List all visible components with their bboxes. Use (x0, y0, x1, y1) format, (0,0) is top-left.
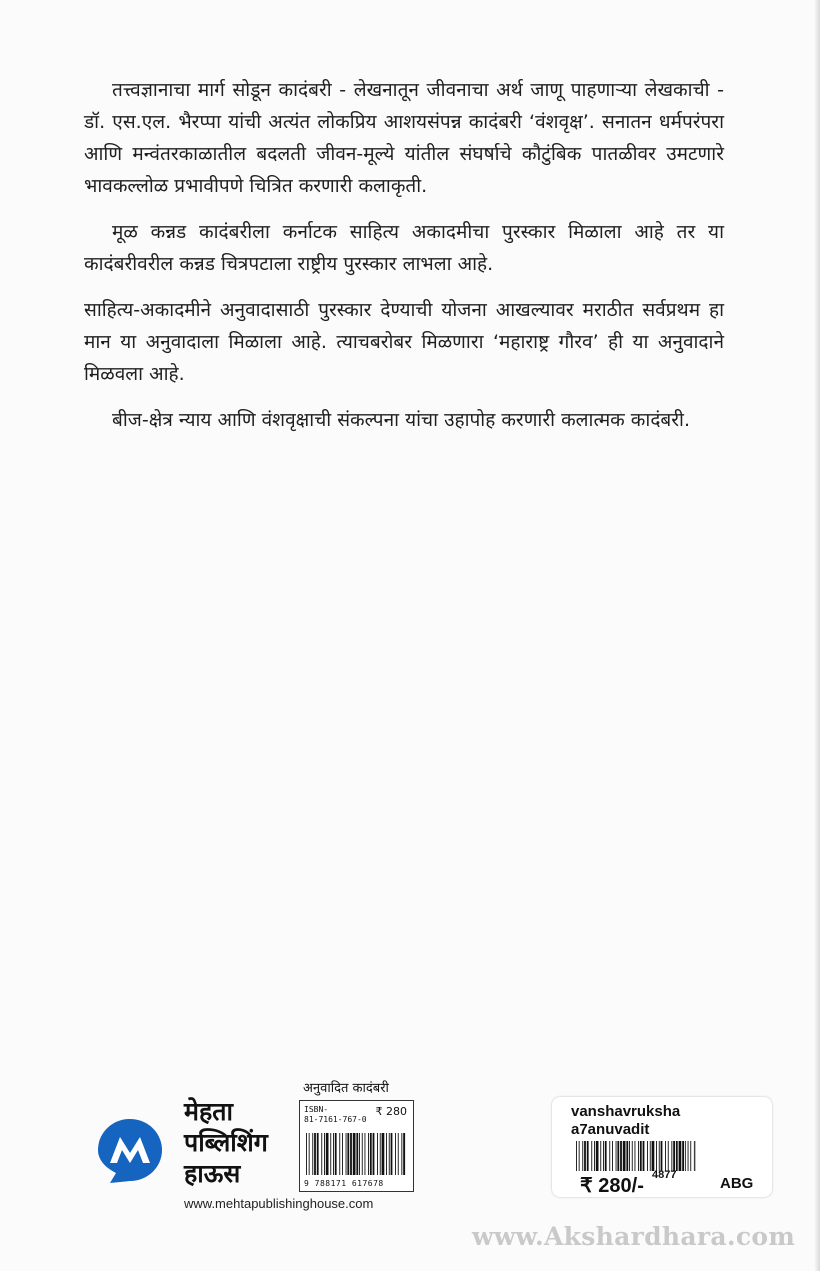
isbn-barcode-icon (306, 1133, 406, 1175)
publisher-name (184, 1096, 268, 1189)
price-sticker (552, 1097, 772, 1197)
blurb-paragraph-3: साहित्य-अकादमीने अनुवादासाठी पुरस्कार देण्याची योजना आखल्यावर मराठीत सर्वप्रथम हा मान या अनुवादाला मिळाला आहे. त्याचबरोबर मिळणारा ‘महाराष्ट्र गौरव’ ही या अनुवादाने मिळवला आहे. (84, 299, 724, 385)
publisher-name-line3: हाऊस (184, 1159, 241, 1188)
isbn-prefix: ISBN- (304, 1105, 329, 1114)
genre-label: अनुवादित कादंबरी (303, 1081, 389, 1096)
sticker-tag: ABG (720, 1175, 754, 1192)
publisher-name-line2: पब्लिशिंग (184, 1128, 268, 1157)
sticker-code: 4877 (652, 1169, 677, 1181)
blurb-paragraph-4: बीज-क्षेत्र न्याय आणि वंशवृक्षाची संकल्पना यांचा उहापोह करणारी कलात्मक कादंबरी. (112, 409, 690, 431)
isbn-digits: 9 788171 617678 (304, 1179, 384, 1188)
page-edge-shadow (814, 0, 820, 1271)
watermark: www.Akshardhara.com (472, 1222, 796, 1251)
isbn-label (304, 1105, 367, 1125)
isbn-barcode-box (299, 1100, 414, 1192)
sticker-title-line1: vanshavruksha (571, 1103, 681, 1120)
blurb-paragraph-1: तत्त्वज्ञानाचा मार्ग सोडून कादंबरी - लेखनातून जीवनाचा अर्थ जाणू पाहणाऱ्या लेखकाची - डॉ. एस.एल. भैरप्पा यांची अत्यंत लोकप्रिय आशयसंपन्न कादंबरी ‘वंशवृक्ष’. सनातन धर्मपरंपरा आणि मन्वंतरकाळातील बदलती जीवन-मूल्ये यांतील संघर्षाचे कौटुंबिक पातळीवर उमटणारे भावकल्लोळ प्रभावीपणे चित्रित करणारी कलाकृती. (84, 79, 724, 197)
blurb-text (84, 74, 724, 450)
sticker-price: ₹ 280/- (580, 1175, 644, 1197)
isbn-price: ₹ 280 (375, 1105, 407, 1118)
sticker-barcode-icon (576, 1141, 696, 1171)
blurb-paragraph-2: मूळ कन्नड कादंबरीला कर्नाटक साहित्य अकादमीचा पुरस्कार मिळाला आहे तर या कादंबरीवरील कन्नड चित्रपटाला राष्ट्रीय पुरस्कार लाभला आहे. (84, 221, 724, 275)
publisher-name-line1: मेहता (184, 1097, 233, 1126)
publisher-url: www.mehtapublishinghouse.com (184, 1196, 374, 1211)
sticker-title-line2: a7anuvadit (571, 1121, 650, 1138)
isbn-number: 81-7161-767-0 (304, 1115, 367, 1124)
publisher-logo-icon (96, 1117, 164, 1185)
